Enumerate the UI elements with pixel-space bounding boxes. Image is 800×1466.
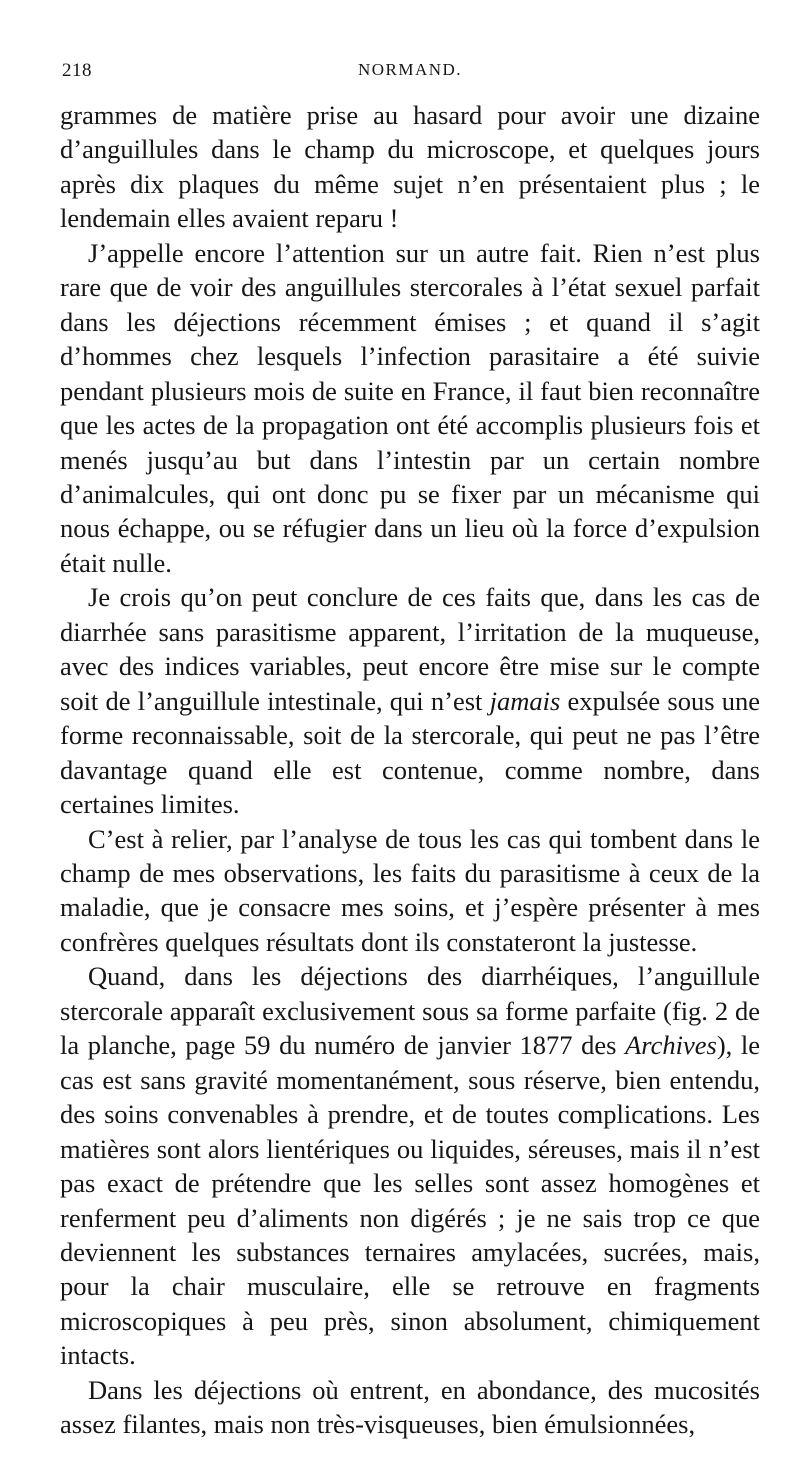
italic-archives: Archives — [625, 1030, 717, 1061]
text-segment: J’appelle encore l’attention sur un autre fait. Rien n’est plus rare que de voir des anguillules stercorales à l’état sexuel parfait dans les déjections récemment émises ; et quand il s’agit d’hommes chez lesquels l’infection parasitaire a été suivie pendant plusieurs mois de suite en France, il faut bien reconnaître que les actes de la propagation ont été accomplis plusieurs fois et menés jusqu’au but dans l’intestin par un certain nombre d’animalcules, qui ont donc pu se fixer par un mécanisme qui nous échappe, ou se réfugier dans un lieu où la force d’expulsion était nulle. — [60, 237, 760, 578]
paragraph-conclusion — [60, 580, 760, 821]
paragraph-observations — [60, 822, 760, 960]
italic-jamais: jamais — [489, 685, 561, 716]
paragraph-mucosites — [60, 1373, 760, 1442]
page-number: 218 — [62, 60, 92, 81]
paragraph-stercorale — [60, 959, 760, 1372]
text-segment: ), le cas est sans gravité momentanément, sous réserve, bien entendu, des soins convenables à prendre, et de toutes complications. Les matières sont alors lientériques ou liquides, séreuses, mais il n’est pas exact de prétendre que les selles sont assez homogènes et renferment peu d’aliments non digérés ; je ne sais trop ce que deviennent les substances ternaires amylacées, sucrées, mais, pour la chair musculaire, elle se retrouve en fragments microscopiques à peu près, sinon absolument, chimiquement intacts. — [60, 1030, 760, 1371]
text-segment: Je crois qu’on peut conclure de ces faits que, dans les cas de diarrhée sans parasitisme apparent, l’irritation de la muqueuse, avec des indices variables, peut encore être mise sur le compte soit de l’anguillule intestinale, qui n’est — [60, 582, 760, 716]
paragraph-continuation — [60, 98, 760, 236]
text-segment: Dans les déjections où entrent, en abondance, des mucosités assez filantes, mais non très-visqueuses, bien émulsionnées, — [60, 1374, 760, 1440]
body-text — [60, 98, 760, 1442]
paragraph-other-fact — [60, 236, 760, 581]
page-header — [60, 60, 760, 88]
text-segment: expulsée sous une forme reconnaissable, soit de la stercorale, qui peut ne pas l’être davantage quand elle est contenue, comme nombre, dans certaines limites. — [60, 685, 760, 820]
text-segment: Quand, dans les déjections des diarrhéiques, l’anguillule stercorale apparaît exclusivement sous sa forme parfaite (fig. 2 de la planche, page 59 du numéro de janvier 1877 des — [60, 961, 760, 1061]
running-head: NORMAND. — [357, 60, 463, 79]
text-segment: C’est à relier, par l’analyse de tous les cas qui tombent dans le champ de mes observations, les faits du parasitisme à ceux de la maladie, que je consacre mes soins, et j’espère présenter à mes confrères quelques résultats dont ils constateront la justesse. — [60, 823, 760, 957]
text-segment: grammes de matière prise au hasard pour avoir une dizaine d’anguillules dans le champ du microscope, et quelques jours après dix plaques du même sujet n’en présentaient plus ; le lendemain elles avaient reparu ! — [60, 100, 760, 234]
